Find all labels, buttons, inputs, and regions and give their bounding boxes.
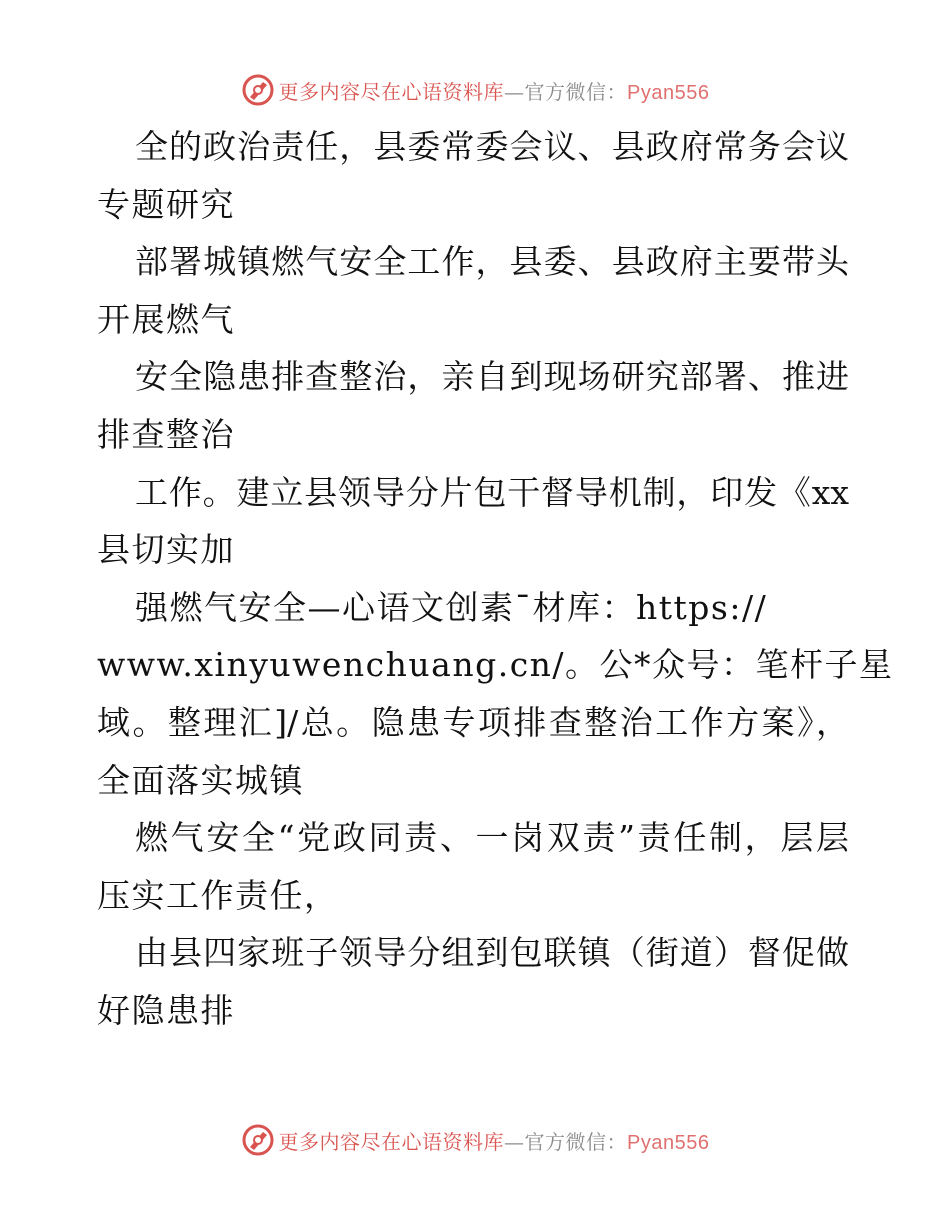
text-line: 强燃气安全—心语文创素¯材库：https://	[135, 587, 768, 627]
logo-icon	[241, 73, 275, 107]
text-line: 排查整治	[97, 414, 235, 454]
text-line: 县切实加	[97, 530, 235, 570]
header-banner	[0, 70, 950, 110]
text-line: 由县四家班子领导分组到包联镇（街道）督促做	[135, 933, 849, 973]
text-line: www.xinyuwenchuang.cn/。公*众号：笔杆子星	[97, 645, 894, 685]
document-body	[97, 118, 894, 1040]
text-line: 好隐患排	[97, 990, 235, 1030]
text-line: 域。整理汇]/总。隐患专项排查整治工作方案》，	[97, 702, 849, 742]
banner-text: 更多内容尽在心语资料库—官方微信：Pyan556	[278, 1129, 710, 1154]
text-line: 压实工作责任，	[97, 875, 339, 915]
text-line: 全的政治责任，县委常委会议、县政府常务会议	[135, 127, 849, 166]
footer-banner	[0, 1120, 950, 1160]
text-line: 开展燃气	[97, 299, 235, 339]
text-line: 工作。建立县领导分片包干督导机制，印发《xx	[135, 472, 849, 512]
text-line: 全面落实城镇	[97, 760, 304, 800]
text-line: 部署城镇燃气安全工作，县委、县政府主要带头	[135, 242, 849, 282]
text-line: 燃气安全“党政同责、一岗双责”责任制，层层	[135, 818, 849, 858]
text-line: 专题研究	[97, 184, 235, 224]
logo-icon	[241, 1123, 275, 1157]
text-line: 安全隐患排查整治，亲自到现场研究部署、推进	[135, 357, 849, 397]
banner-text: 更多内容尽在心语资料库—官方微信：Pyan556	[278, 79, 710, 104]
